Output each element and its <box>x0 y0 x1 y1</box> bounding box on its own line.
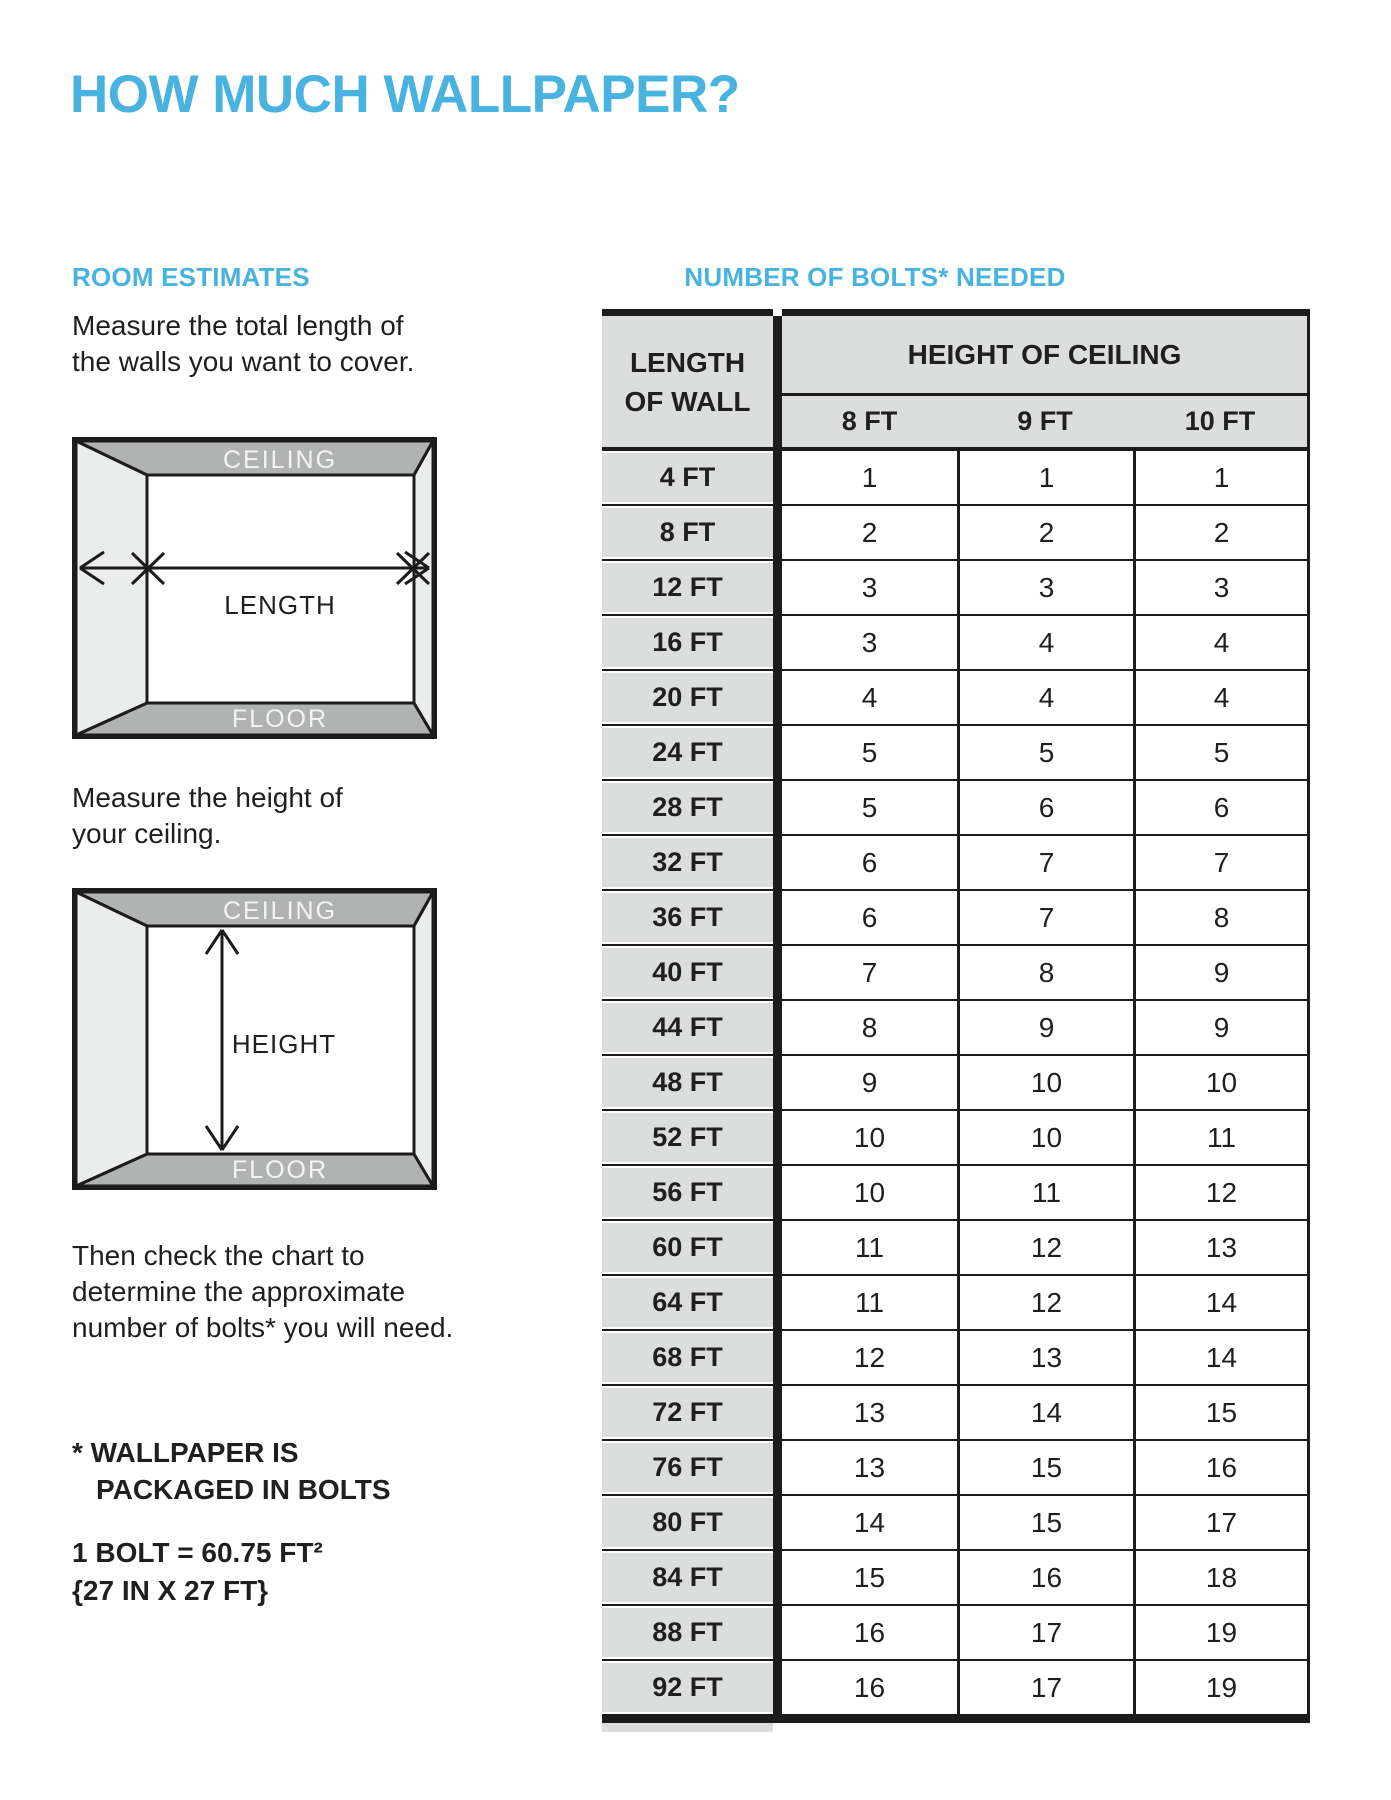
bolt-count-cell: 2 <box>1133 506 1307 559</box>
table-row <box>602 836 1310 891</box>
table-row <box>602 1221 1310 1276</box>
row-label: 64 FT <box>602 1276 773 1329</box>
bolt-count-cell: 1 <box>957 451 1133 504</box>
row-label: 12 FT <box>602 561 773 614</box>
bolt-count-cell: 7 <box>957 891 1133 944</box>
bolt-count-cell: 16 <box>782 1606 957 1659</box>
table-row <box>602 506 1310 561</box>
bolt-count-cell: 4 <box>957 671 1133 724</box>
table-row <box>602 1661 1310 1716</box>
row-label: 44 FT <box>602 1001 773 1054</box>
bolt-count-cell: 10 <box>957 1111 1133 1164</box>
bolt-info-line2: {27 IN X 27 FT} <box>72 1575 269 1606</box>
bolt-count-cell: 10 <box>957 1056 1133 1109</box>
bolt-count-cell: 9 <box>1133 946 1307 999</box>
ceiling-height-subheaders <box>782 396 1307 447</box>
bolt-count-cell: 4 <box>782 671 957 724</box>
bolt-count-cell: 13 <box>782 1386 957 1439</box>
table-bottom-bar <box>602 1716 1310 1723</box>
bolt-count-cell: 15 <box>1133 1386 1307 1439</box>
height-of-ceiling-header: HEIGHT OF CEILING <box>782 316 1307 393</box>
bolt-count-cell: 4 <box>957 616 1133 669</box>
label-column-divider <box>773 316 782 1723</box>
row-label: 4 FT <box>602 451 773 504</box>
bolt-count-cell: 14 <box>782 1496 957 1549</box>
bolt-count-cell: 17 <box>1133 1496 1307 1549</box>
row-label: 72 FT <box>602 1386 773 1439</box>
table-row <box>602 1386 1310 1441</box>
right-wall-panel <box>414 441 433 735</box>
bolt-count-cell: 7 <box>1133 836 1307 889</box>
bolt-count-cell: 10 <box>782 1166 957 1219</box>
bolt-count-cell: 9 <box>782 1056 957 1109</box>
bolt-count-cell: 12 <box>782 1331 957 1384</box>
bolt-count-cell: 8 <box>1133 891 1307 944</box>
bolt-count-cell: 6 <box>957 781 1133 834</box>
length-of-wall-header <box>602 316 773 447</box>
table-row <box>602 946 1310 1001</box>
step1-line2: the walls you want to cover. <box>72 346 415 377</box>
length-of-wall-line1: LENGTH <box>629 346 746 378</box>
table-footer-strip <box>602 1723 773 1732</box>
step1-text <box>72 308 414 380</box>
bolt-count-cell: 1 <box>782 451 957 504</box>
bolt-count-cell: 4 <box>1133 671 1307 724</box>
ceiling-label: CEILING <box>222 446 338 474</box>
row-label: 32 FT <box>602 836 773 889</box>
bolt-size-info <box>72 1534 323 1610</box>
bolt-count-cell: 13 <box>782 1441 957 1494</box>
table-top-bar <box>602 309 1310 316</box>
row-label: 36 FT <box>602 891 773 944</box>
bolt-count-cell: 19 <box>1133 1606 1307 1659</box>
bolt-count-cell: 3 <box>1133 561 1307 614</box>
bolt-count-cell: 3 <box>957 561 1133 614</box>
table-row <box>602 1166 1310 1221</box>
table-row <box>602 1331 1310 1386</box>
table-right-border <box>1307 316 1310 1716</box>
bolt-count-cell: 1 <box>1133 451 1307 504</box>
step3-text <box>72 1238 453 1346</box>
bolt-count-cell: 5 <box>782 781 957 834</box>
bolt-count-cell: 4 <box>1133 616 1307 669</box>
bolt-count-cell: 14 <box>1133 1331 1307 1384</box>
bolt-count-cell: 8 <box>782 1001 957 1054</box>
table-row <box>602 1496 1310 1551</box>
height-measure-label: HEIGHT <box>231 1029 337 1059</box>
table-row <box>602 1276 1310 1331</box>
step3-line1: Then check the chart to <box>72 1240 365 1271</box>
bolt-count-cell: 11 <box>957 1166 1133 1219</box>
bolt-count-cell: 16 <box>957 1551 1133 1604</box>
left-wall-panel <box>76 892 147 1186</box>
page-title: HOW MUCH WALLPAPER? <box>70 65 740 124</box>
bolt-count-cell: 15 <box>957 1441 1133 1494</box>
row-label: 52 FT <box>602 1111 773 1164</box>
row-label: 92 FT <box>602 1661 773 1714</box>
row-label: 84 FT <box>602 1551 773 1604</box>
ceiling-label: CEILING <box>222 897 338 925</box>
step3-line2: determine the approximate <box>72 1276 406 1307</box>
bolt-count-cell: 17 <box>957 1606 1133 1659</box>
bolt-count-cell: 11 <box>782 1221 957 1274</box>
row-label: 60 FT <box>602 1221 773 1274</box>
step3-line3: number of bolts* you will need. <box>72 1312 454 1343</box>
bolt-count-cell: 18 <box>1133 1551 1307 1604</box>
bolt-count-cell: 5 <box>782 726 957 779</box>
table-row <box>602 616 1310 671</box>
footnote-line1: * WALLPAPER IS <box>72 1437 299 1468</box>
bolt-count-cell: 7 <box>957 836 1133 889</box>
table-top-bar-notch <box>773 309 782 316</box>
bolt-count-cell: 13 <box>957 1331 1133 1384</box>
bolt-count-cell: 11 <box>1133 1111 1307 1164</box>
bolt-count-cell: 2 <box>782 506 957 559</box>
step2-line2: your ceiling. <box>72 818 222 849</box>
bolt-count-cell: 10 <box>782 1111 957 1164</box>
bolt-count-cell: 10 <box>1133 1056 1307 1109</box>
bolt-count-cell: 14 <box>957 1386 1133 1439</box>
bolts-needed-heading: NUMBER OF BOLTS* NEEDED <box>684 262 1066 292</box>
bolts-table <box>602 309 1310 1733</box>
bolt-count-cell: 9 <box>957 1001 1133 1054</box>
step2-text <box>72 780 343 852</box>
bolt-count-cell: 15 <box>957 1496 1133 1549</box>
footnote-line2: PACKAGED IN BOLTS <box>96 1474 391 1505</box>
col-header-10ft: 10 FT <box>1184 406 1256 436</box>
bolt-count-cell: 2 <box>957 506 1133 559</box>
floor-label: FLOOR <box>231 705 329 733</box>
row-label: 24 FT <box>602 726 773 779</box>
row-label: 88 FT <box>602 1606 773 1659</box>
bolt-count-cell: 15 <box>782 1551 957 1604</box>
table-row <box>602 1606 1310 1661</box>
step2-line1: Measure the height of <box>72 782 343 813</box>
bolt-count-cell: 7 <box>782 946 957 999</box>
row-label: 16 FT <box>602 616 773 669</box>
table-row <box>602 726 1310 781</box>
row-label: 56 FT <box>602 1166 773 1219</box>
bolt-count-cell: 13 <box>1133 1221 1307 1274</box>
row-label: 20 FT <box>602 671 773 724</box>
bolt-count-cell: 3 <box>782 616 957 669</box>
bolt-count-cell: 5 <box>1133 726 1307 779</box>
table-row <box>602 781 1310 836</box>
room-estimates-heading: ROOM ESTIMATES <box>72 262 310 292</box>
length-of-wall-line2: OF WALL <box>624 385 751 417</box>
row-label: 68 FT <box>602 1331 773 1384</box>
table-row <box>602 1001 1310 1056</box>
bolt-count-cell: 12 <box>957 1276 1133 1329</box>
bolt-count-cell: 16 <box>1133 1441 1307 1494</box>
table-row <box>602 1441 1310 1496</box>
table-row <box>602 451 1310 506</box>
bolt-count-cell: 14 <box>1133 1276 1307 1329</box>
bolt-count-cell: 6 <box>1133 781 1307 834</box>
row-label: 40 FT <box>602 946 773 999</box>
bolt-count-cell: 8 <box>957 946 1133 999</box>
room-length-diagram <box>72 437 437 739</box>
table-row <box>602 1111 1310 1166</box>
row-label: 76 FT <box>602 1441 773 1494</box>
step1-line1: Measure the total length of <box>72 310 404 341</box>
bolt-count-cell: 6 <box>782 836 957 889</box>
bolt-count-cell: 5 <box>957 726 1133 779</box>
table-body <box>602 451 1310 1716</box>
row-label: 28 FT <box>602 781 773 834</box>
bolt-count-cell: 19 <box>1133 1661 1307 1714</box>
bolt-count-cell: 11 <box>782 1276 957 1329</box>
room-height-diagram <box>72 888 437 1190</box>
row-label: 8 FT <box>602 506 773 559</box>
table-row <box>602 671 1310 726</box>
bolt-count-cell: 3 <box>782 561 957 614</box>
bolt-count-cell: 6 <box>782 891 957 944</box>
row-label: 48 FT <box>602 1056 773 1109</box>
right-wall-panel <box>414 892 433 1186</box>
col-header-9ft: 9 FT <box>1017 406 1073 436</box>
row-label: 80 FT <box>602 1496 773 1549</box>
floor-label: FLOOR <box>231 1156 329 1184</box>
bolt-count-cell: 17 <box>957 1661 1133 1714</box>
bolt-count-cell: 12 <box>1133 1166 1307 1219</box>
bolt-info-line1: 1 BOLT = 60.75 FT² <box>72 1537 323 1568</box>
col-header-8ft: 8 FT <box>841 406 898 436</box>
table-row <box>602 561 1310 616</box>
bolt-count-cell: 9 <box>1133 1001 1307 1054</box>
bolt-count-cell: 12 <box>957 1221 1133 1274</box>
left-wall-panel <box>76 441 147 735</box>
table-row <box>602 1551 1310 1606</box>
length-measure-label: LENGTH <box>224 590 336 620</box>
wallpaper-footnote <box>72 1434 391 1508</box>
table-row <box>602 891 1310 946</box>
bolt-count-cell: 16 <box>782 1661 957 1714</box>
table-row <box>602 1056 1310 1111</box>
